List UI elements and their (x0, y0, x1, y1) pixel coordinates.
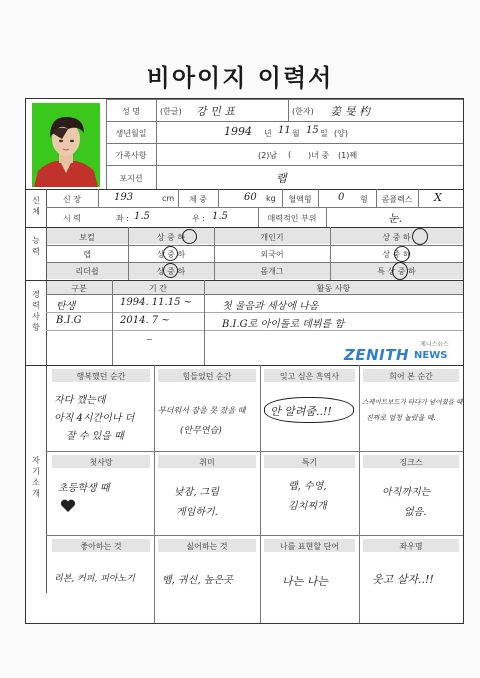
scary-moment-line2: 진짜로 엄청 놀랐을 때. (366, 414, 436, 422)
family-label: 가족사항 (115, 151, 147, 160)
happy-moment-label: 행복했던 순간 (76, 372, 126, 381)
birth-day: 15 (306, 125, 319, 136)
hobby-line1: 낮잠, 그림 (174, 487, 219, 498)
family-daughters: )녀 중 (308, 151, 330, 160)
ability-vocal-scale: 상 중 하 (156, 233, 186, 242)
charm-label: 매력적인 부위 (267, 214, 317, 223)
hard-moment-label: 힘들었던 순간 (182, 372, 232, 381)
ability-language-scale: 상 중 하 (382, 250, 411, 259)
specialty-line2: 김치찌개 (288, 501, 327, 512)
leadership-grade-mark (163, 263, 178, 278)
intro-section-label: 자기소개 (32, 456, 40, 498)
birth-month-unit: 월 (292, 129, 300, 138)
family-daughters-open: ( (288, 150, 292, 159)
career-row1-type: 탄생 (56, 301, 76, 312)
career-row2-type: B.I.G (56, 315, 82, 326)
jinx-line2: 없음. (404, 507, 427, 518)
name-label: 성 명 (122, 107, 140, 116)
career-row3-period: ~ (146, 335, 153, 344)
hanja-name: 姜 旻 杓 (330, 105, 370, 118)
likes-label: 좋아하는 것 (80, 542, 122, 551)
language-grade-mark (394, 246, 410, 262)
career-activity-header: 활동 사항 (316, 284, 351, 293)
body-section-label: 신체 (32, 196, 40, 216)
hobby-label: 취미 (199, 458, 215, 467)
ability-talent-label: 개인기 (260, 233, 284, 242)
birth-calendar: (양) (334, 129, 348, 138)
heart-icon (60, 499, 76, 513)
career-row2-activity: B.I.G로 아이돌로 데뷔를 함 (222, 319, 345, 330)
self-word-label: 나를 표현할 단어 (279, 542, 340, 551)
weight-label: 체 중 (189, 195, 207, 204)
hanja-label: (한자) (292, 107, 314, 116)
dislikes-value: 뱀, 귀신, 높은곳 (162, 575, 233, 586)
motto-value: 웃고 살자..!! (372, 573, 434, 586)
vision-right: 1.5 (212, 211, 228, 222)
document-title: 비아이지 이력서 (146, 64, 334, 92)
first-love-value: 초등학생 때 (58, 483, 110, 494)
height-unit: cm (162, 194, 175, 203)
birth-year-unit: 년 (264, 129, 272, 138)
watermark-news: NEWS (414, 350, 448, 361)
dark-history-value: 안 알려줌..!! (270, 405, 332, 418)
jinx-label: 징크스 (399, 458, 423, 467)
profile-photo (32, 103, 100, 187)
ability-talent-scale: 상 중 하 (382, 233, 411, 242)
birth-day-unit: 일 (320, 129, 328, 138)
vocal-grade-mark (182, 229, 197, 244)
height-value: 193 (114, 192, 134, 203)
dislikes-label: 싫어하는 것 (186, 542, 228, 551)
vision-left: 1.5 (134, 211, 150, 222)
career-row1-period: 1994. 11.15 ~ (120, 297, 192, 308)
dark-history-label: 잊고 싶은 흑역사 (279, 372, 340, 381)
likes-value: 리본, 커피, 피아노기 (54, 574, 135, 584)
hobby-line2: 게임하기. (176, 507, 218, 518)
ability-gag-label: 몸개그 (260, 267, 284, 276)
hard-moment-line1: 무더워서 잠을 못 잤을 때 (158, 406, 246, 415)
hangul-label: (한글) (160, 107, 182, 116)
hard-moment-line2: (안무연습) (180, 426, 222, 436)
position-value: 랩 (276, 172, 287, 185)
birth-month: 11 (278, 125, 291, 136)
birth-label: 생년월일 (115, 129, 147, 138)
birth-year: 1994 (224, 125, 252, 138)
rap-grade-mark (163, 246, 178, 261)
weight-unit: kg (266, 194, 276, 203)
career-period-header: 기 간 (149, 284, 167, 293)
specialty-label: 특기 (301, 458, 318, 467)
blood-label: 혈액형 (288, 195, 312, 204)
dark-history-mark (264, 397, 354, 423)
complex-label: 콤플렉스 (381, 195, 413, 204)
ability-gag-scale: 특 상 중 하 (377, 267, 416, 276)
blood-value: 0 (338, 192, 345, 203)
specialty-line1: 랩, 수영, (288, 481, 327, 492)
career-section-label: 경력사항 (32, 290, 40, 332)
talent-grade-mark (412, 228, 428, 245)
happy-moment-line2: 아직 4시간이나 더 (54, 413, 135, 424)
career-type-header: 구분 (71, 284, 87, 293)
ability-section-label: 능력 (32, 236, 40, 256)
position-label: 포지션 (119, 174, 143, 183)
happy-moment-line3: 잘 수 있을 때 (66, 431, 124, 442)
career-row1-activity: 첫 울음과 세상에 나옴 (222, 301, 319, 312)
scary-moment-label: 희어 본 순간 (389, 372, 433, 381)
vision-right-label: 우 : (192, 214, 205, 223)
watermark-brand: ZENITH (344, 346, 410, 364)
scary-moment-line1: 스케이트보드가 타다가 넘어졌을 때 (362, 398, 463, 406)
zenith-news-watermark (344, 341, 462, 364)
charm-value: 눈. (388, 212, 403, 225)
happy-moment-line1: 자다 깼는데 (54, 395, 106, 406)
height-label: 신 장 (63, 195, 81, 204)
ability-leadership-scale: 상 중 하 (156, 267, 186, 276)
self-word-value: 나는 나는 (282, 575, 329, 588)
ability-rap-label: 랩 (83, 250, 91, 259)
career-row2-period: 2014. 7 ~ (120, 315, 170, 326)
ability-vocal-label: 보컬 (79, 233, 95, 242)
jinx-line1: 아직까지는 (382, 487, 431, 498)
ability-leadership-label: 리더쉽 (75, 267, 99, 276)
family-order: (1)째 (338, 151, 358, 160)
gag-grade-mark (392, 262, 408, 280)
watermark-kr: 제니스뉴스 (420, 341, 449, 348)
ability-rap-scale: 상 중 하 (156, 250, 186, 259)
motto-label: 좌우명 (399, 542, 423, 551)
family-sons: (2)남 (258, 151, 278, 160)
first-love-label: 첫사랑 (89, 458, 113, 467)
blood-unit: 형 (360, 195, 368, 204)
ability-language-label: 외국어 (260, 250, 284, 259)
weight-value: 60 (244, 192, 257, 203)
vision-label: 시 력 (63, 214, 81, 223)
complex-value: X (434, 191, 442, 204)
vision-left-label: 좌 : (116, 214, 129, 223)
hangul-name: 강 민 표 (196, 105, 235, 118)
